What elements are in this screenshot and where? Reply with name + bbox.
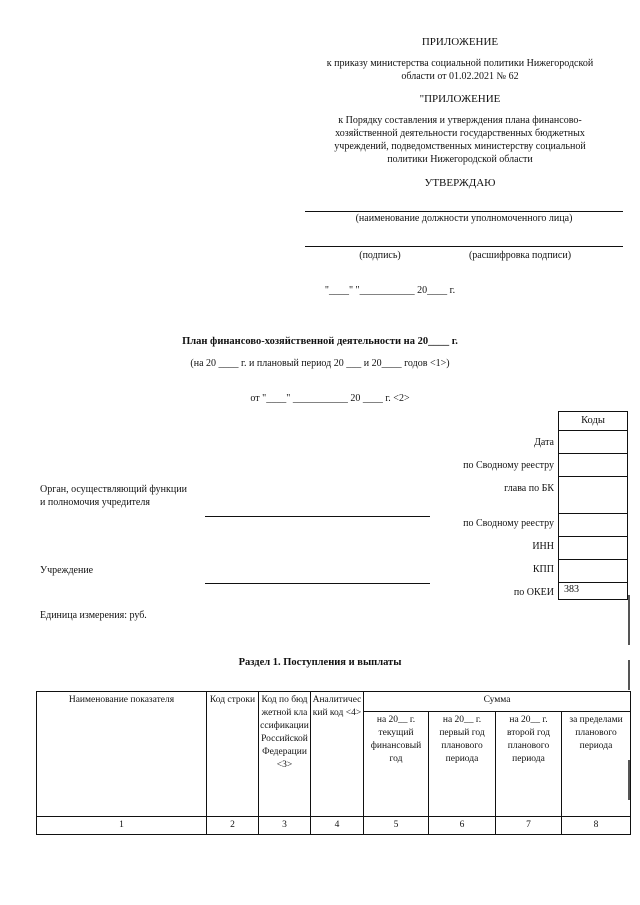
scan-margin-mark: [628, 760, 630, 800]
scan-margin-mark: [628, 660, 630, 690]
code-cell-registry[interactable]: [558, 453, 628, 477]
col-header-sum-first: на 20__ г. первый год планового периода: [429, 712, 496, 817]
date-label: Дата: [534, 437, 554, 448]
appendix-title-2: "ПРИЛОЖЕНИЕ: [419, 93, 501, 105]
num-cell: 3: [259, 817, 311, 835]
num-cell: 2: [207, 817, 259, 835]
plan-title: План финансово-хозяйственной деятельности на 20____ г.: [182, 336, 458, 347]
col-header-sum-second: на 20__ г. второй год планового периода: [496, 712, 562, 817]
institution-input-line[interactable]: [205, 583, 430, 584]
col-header-code: Код строки: [207, 692, 259, 817]
procedure-line-4: политики Нижегородской области: [387, 154, 533, 165]
procedure-line-1: к Порядку составления и утверждения плана финансово-: [338, 115, 582, 126]
plan-period: (на 20 ____ г. и плановый период 20 ___ и 20____ годов <1>): [190, 358, 450, 369]
order-ref-line-2: области от 01.02.2021 № 62: [401, 71, 519, 82]
col-header-analytic: Аналитический код <4>: [311, 692, 364, 817]
scan-margin-mark: [628, 595, 630, 645]
code-cell-inn[interactable]: [558, 536, 628, 560]
col-header-name: Наименование показателя: [37, 692, 207, 817]
col-header-sum-current: на 20__ г. текущий финансовый год: [364, 712, 429, 817]
position-line: [305, 211, 623, 212]
plan-date: от "____" ___________ 20 ____ г. <2>: [250, 393, 410, 404]
approval-date: "____" "___________ 20____ г.: [324, 285, 456, 296]
institution-label: Учреждение: [40, 565, 94, 576]
approve-label: УТВЕРЖДАЮ: [424, 177, 496, 189]
signature-decoding-caption: (расшифровка подписи): [468, 250, 572, 261]
num-cell: 5: [364, 817, 429, 835]
appendix-title: ПРИЛОЖЕНИЕ: [421, 36, 499, 48]
signature-caption: (подпись): [359, 250, 401, 261]
signature-line: [305, 246, 623, 247]
num-cell: 7: [496, 817, 562, 835]
codes-header: Коды: [558, 411, 628, 431]
num-cell: 8: [562, 817, 631, 835]
founder-input-line[interactable]: [205, 516, 430, 517]
col-header-classification: Код по бюджетной классификации Российской Федерации <3>: [259, 692, 311, 817]
section-title: Раздел 1. Поступления и выплаты: [238, 657, 402, 668]
founder-label-line-1: Орган, осуществляющий функции: [40, 484, 187, 495]
bk-label: глава по БК: [504, 483, 554, 494]
code-cell-registry-2[interactable]: [558, 513, 628, 537]
income-expense-table: [36, 691, 631, 835]
founder-label-line-2: и полномочия учредителя: [40, 497, 150, 508]
order-ref-line-1: к приказу министерства социальной политики Нижегородской: [326, 58, 594, 69]
code-cell-date[interactable]: [558, 430, 628, 454]
code-cell-kpp[interactable]: [558, 559, 628, 583]
inn-label: ИНН: [532, 541, 554, 552]
num-cell: 1: [37, 817, 207, 835]
kpp-label: КПП: [532, 564, 554, 575]
unit-label: Единица измерения: руб.: [40, 610, 147, 621]
okei-label: по ОКЕИ: [513, 587, 554, 598]
code-cell-bk[interactable]: [558, 476, 628, 514]
registry-label-2: по Сводному реестру: [463, 518, 554, 529]
num-cell: 4: [311, 817, 364, 835]
col-header-sum: Сумма: [364, 692, 631, 712]
num-cell: 6: [429, 817, 496, 835]
position-caption: (наименование должности уполномоченного лица): [355, 213, 573, 224]
procedure-line-3: учреждений, подведомственных министерству социальной: [334, 141, 586, 152]
col-header-sum-beyond: за пределами планового периода: [562, 712, 631, 817]
code-cell-okei: 383: [558, 582, 628, 600]
procedure-line-2: хозяйственной деятельности государственных бюджетных: [335, 128, 585, 139]
registry-label: по Сводному реестру: [463, 460, 554, 471]
